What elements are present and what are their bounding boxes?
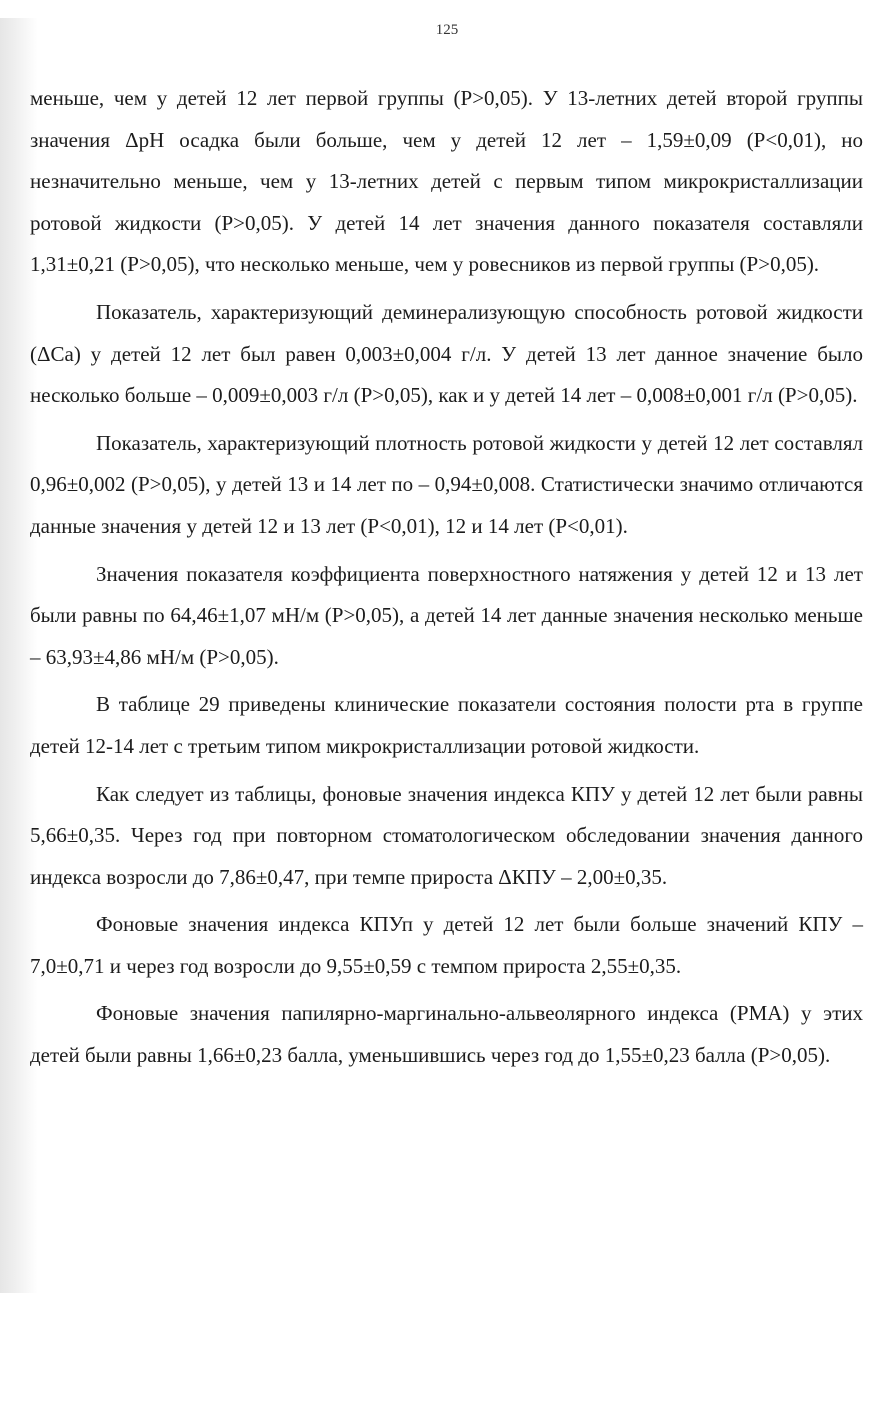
paragraph-pma-index: Фоновые значения папилярно-маргинально-альвеолярного индекса (РМА) у этих детей были равны 1,66±0,23 балла, уменьшившись через год до 1,55±0,23 балла (Р>0,05). [30, 1001, 863, 1068]
paragraph-dph-continuation: меньше, чем у детей 12 лет первой группы (Р>0,05). У 13-летних детей второй группы значения ΔрН осадка были больше, чем у детей 12 лет – 1,59±0,09 (Р<0,01), но незначительно меньше, чем у 13-летних детей с первым типом микрокристаллизации ротовой жидкости (Р>0,05). У детей 14 лет значения данного показателя составляли 1,31±0,21 (Р>0,05), что несколько меньше, чем у ровесников из первой группы (Р>0,05). [30, 86, 863, 277]
page-number: 125 [435, 22, 459, 38]
paragraph-density: Показатель, характеризующий плотность ротовой жидкости у детей 12 лет составлял 0,96±0,002 (Р>0,05), у детей 13 и 14 лет по – 0,94±0,008. Статистически значимо отличаются данные значения у детей 12 и 13 лет (Р<0,01), 12 и 14 лет (Р<0,01). [30, 430, 863, 538]
paragraph-surface-tension: Значения показателя коэффициента поверхностного натяжения у детей 12 и 13 лет были равны по 64,46±1,07 мН/м (Р>0,05), а детей 14 лет данные значения несколько меньше – 63,93±4,86 мН/м (Р>0,05). [30, 561, 863, 669]
paragraph-kpu-index: Как следует из таблицы, фоновые значения индекса КПУ у детей 12 лет были равны 5,66±0,35. Через год при повторном стоматологическом обследовании значения данного индекса возросли до 7,86±0,47, при темпе прироста ΔКПУ – 2,00±0,35. [30, 781, 863, 889]
paragraph-table-reference: В таблице 29 приведены клинические показатели состояния полости рта в группе детей 12-14 лет с третьим типом микрокристаллизации ротовой жидкости. [30, 692, 863, 758]
paragraph-demineralizing-capacity: Показатель, характеризующий деминерализующую способность ротовой жидкости (ΔСа) у детей 12 лет был равен 0,003±0,004 г/л. У детей 13 лет данное значение было несколько больше – 0,009±0,003 г/л (Р>0,05), как и у детей 14 лет – 0,008±0,001 г/л (Р>0,05). [30, 299, 863, 408]
paragraph-kpup-index: Фоновые значения индекса КПУп у детей 12 лет были больше значений КПУ – 7,0±0,71 и через год возросли до 9,55±0,59 с темпом прироста 2,55±0,35. [30, 912, 863, 978]
page-body [30, 78, 863, 1083]
